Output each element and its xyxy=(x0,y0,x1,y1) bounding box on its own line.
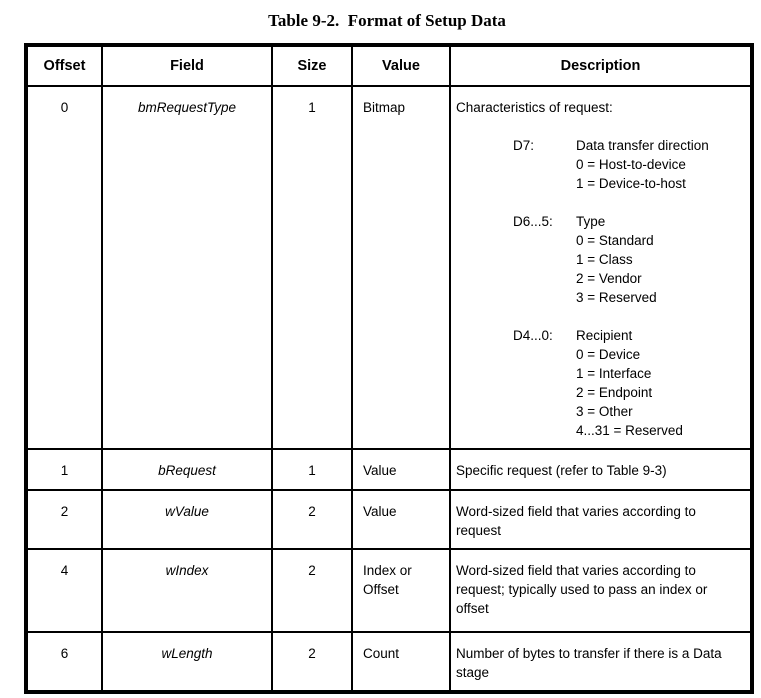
bitfield-line: 0 = Standard xyxy=(576,233,654,248)
bitfield-line: Recipient xyxy=(576,328,633,343)
column-header-field: Field xyxy=(102,45,272,86)
bitfield-line: Type xyxy=(576,214,606,229)
description-intro: Characteristics of request: xyxy=(456,100,613,115)
bitfield-line: Data transfer direction xyxy=(576,138,709,153)
table-header-row xyxy=(26,45,752,86)
bitfield-line: 4...31 = Reserved xyxy=(576,423,683,438)
field-cell: bRequest xyxy=(102,449,272,490)
bitfield-line: 0 = Host-to-device xyxy=(576,157,686,172)
bitfield-line: 1 = Device-to-host xyxy=(576,176,686,191)
bitfield-line: 1 = Interface xyxy=(576,366,652,381)
table-row-wLength xyxy=(26,632,752,692)
offset-cell: 6 xyxy=(26,632,102,692)
size-cell: 2 xyxy=(272,490,352,549)
description-cell: Number of bytes to transfer if there is a Data stage xyxy=(450,632,752,692)
bitfield-line: 3 = Other xyxy=(576,404,633,419)
column-header-value: Value xyxy=(352,45,450,86)
bitfield-line: 3 = Reserved xyxy=(576,290,657,305)
value-cell: Count xyxy=(352,632,450,692)
description-cell: Specific request (refer to Table 9-3) xyxy=(450,449,752,490)
size-cell: 2 xyxy=(272,549,352,632)
bitfield-line: 2 = Endpoint xyxy=(576,385,653,400)
table-row-wIndex xyxy=(26,549,752,632)
bitfield-block-d6-5 xyxy=(513,212,737,307)
column-header-description: Description xyxy=(450,45,752,86)
bitfield-label: D6...5: xyxy=(513,214,553,229)
offset-cell: 0 xyxy=(26,86,102,449)
bitfield-label: D4...0: xyxy=(513,328,553,343)
table-caption: Table 9-2. Format of Setup Data xyxy=(268,11,506,30)
bitfield-label: D7: xyxy=(513,138,535,153)
value-cell: Index or Offset xyxy=(352,549,450,632)
offset-cell: 1 xyxy=(26,449,102,490)
table-row-bmRequestType xyxy=(26,86,752,449)
description-cell xyxy=(450,86,752,449)
size-cell: 1 xyxy=(272,449,352,490)
description-cell: Word-sized field that varies according to request; typically used to pass an index or offset xyxy=(450,549,752,632)
column-header-size: Size xyxy=(272,45,352,86)
size-cell: 1 xyxy=(272,86,352,449)
bitfield-block-d7 xyxy=(513,136,737,193)
size-cell: 2 xyxy=(272,632,352,692)
offset-cell: 4 xyxy=(26,549,102,632)
offset-cell: 2 xyxy=(26,490,102,549)
bitfield-block-d4-0 xyxy=(513,326,737,440)
bitfield-line: 0 = Device xyxy=(576,347,641,362)
field-cell: wValue xyxy=(102,490,272,549)
field-cell: bmRequestType xyxy=(102,86,272,449)
bitfield-line: 1 = Class xyxy=(576,252,633,267)
bitfield-line: 2 = Vendor xyxy=(576,271,642,286)
value-cell: Bitmap xyxy=(352,86,450,449)
field-cell: wIndex xyxy=(102,549,272,632)
column-header-offset: Offset xyxy=(26,45,102,86)
value-cell: Value xyxy=(352,490,450,549)
field-cell: wLength xyxy=(102,632,272,692)
setup-data-table xyxy=(24,43,754,694)
table-row-bRequest xyxy=(26,449,752,490)
table-row-wValue xyxy=(26,490,752,549)
value-cell: Value xyxy=(352,449,450,490)
description-cell: Word-sized field that varies according to request xyxy=(450,490,752,549)
